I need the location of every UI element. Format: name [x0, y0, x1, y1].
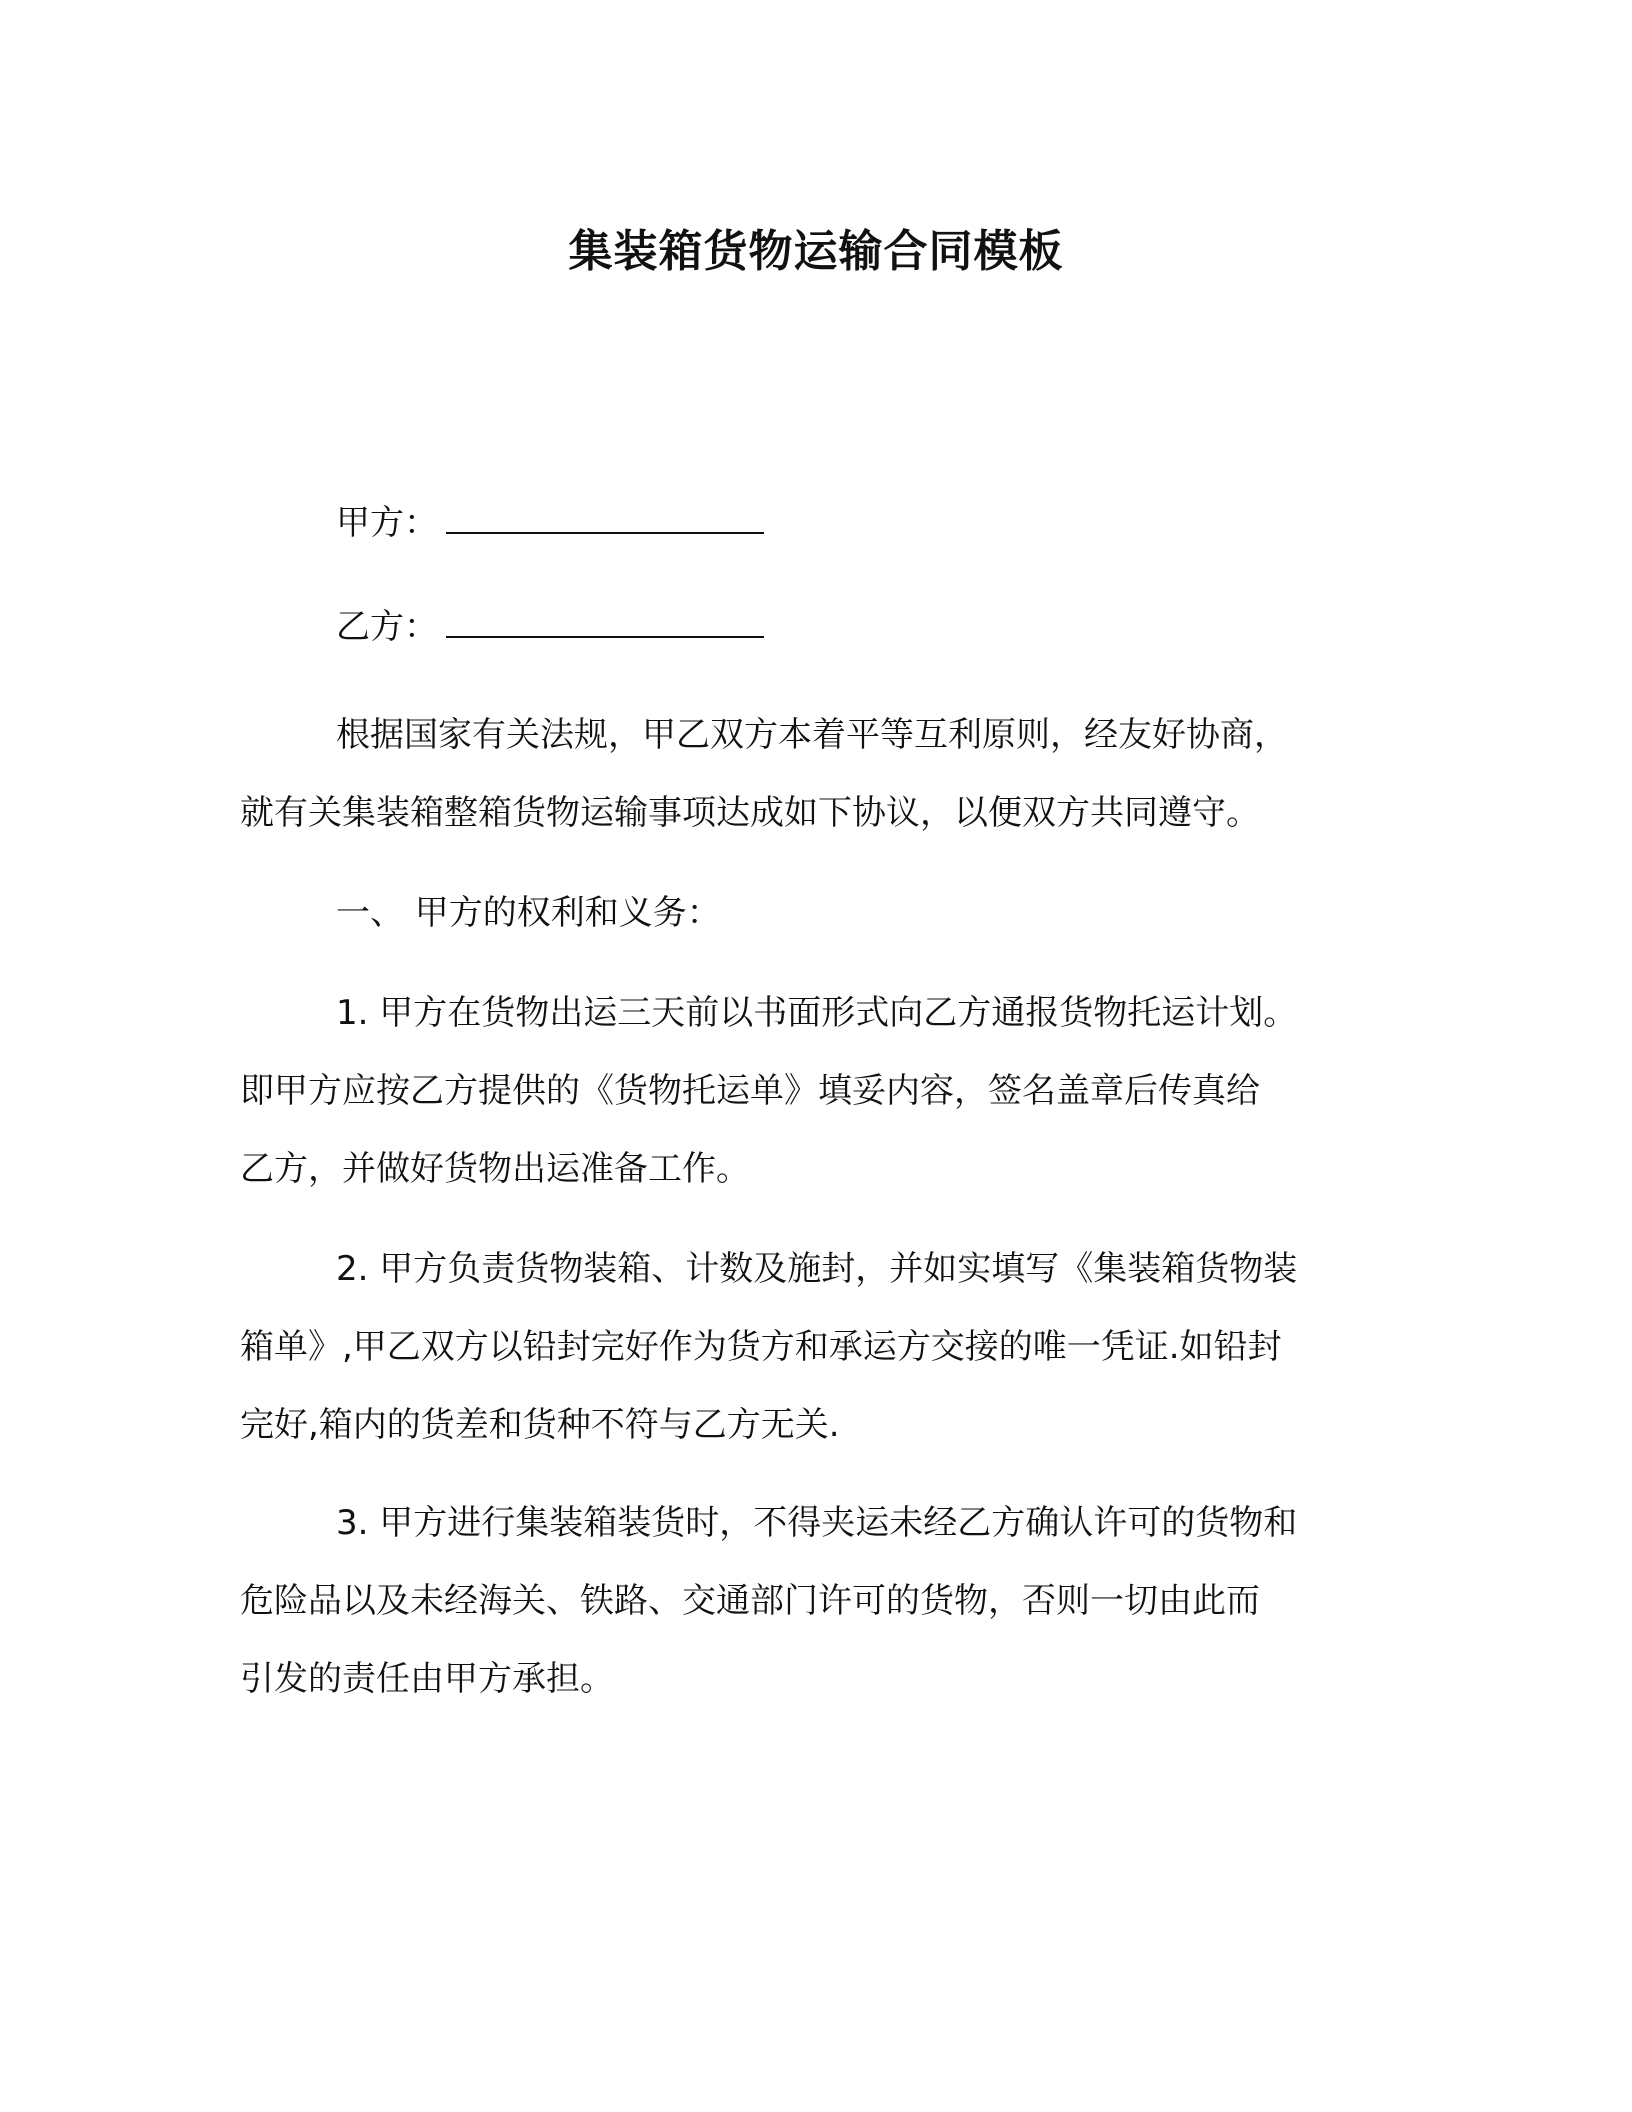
party-b-line [336, 602, 764, 652]
party-a-label: 甲方： [336, 503, 438, 543]
section-one-heading: 一、 甲方的权利和义务： [336, 893, 721, 933]
clause-3-paragraph: 3. 甲方进行集装箱装货时，不得夹运未经乙方确认许可的货物和 危险品以及未经海关、铁路、交通部门许可的货物，否则一切由此而 引发的责任由甲方承担。 [240, 1503, 1298, 1699]
party-b-blank [446, 602, 764, 638]
party-a-blank [446, 498, 764, 534]
party-a-line [336, 498, 764, 548]
clause-2-paragraph: 2. 甲方负责货物装箱、计数及施封，并如实填写《集装箱货物装 箱单》,甲乙双方以铅封完好作为货方和承运方交接的唯一凭证.如铅封 完好,箱内的货差和货种不符与乙方无关. [240, 1249, 1298, 1445]
document-title: 集装箱货物运输合同模板 [568, 226, 1064, 277]
clause-1-paragraph: 1. 甲方在货物出运三天前以书面形式向乙方通报货物托运计划。 即甲方应按乙方提供的《货物托运单》填妥内容，签名盖章后传真给 乙方，并做好货物出运准备工作。 [240, 993, 1298, 1189]
intro-paragraph: 根据国家有关法规，甲乙双方本着平等互利原则，经友好协商， 就有关集装箱整箱货物运输事项达成如下协议，以便双方共同遵守。 [240, 715, 1288, 833]
party-b-label: 乙方： [336, 607, 438, 647]
